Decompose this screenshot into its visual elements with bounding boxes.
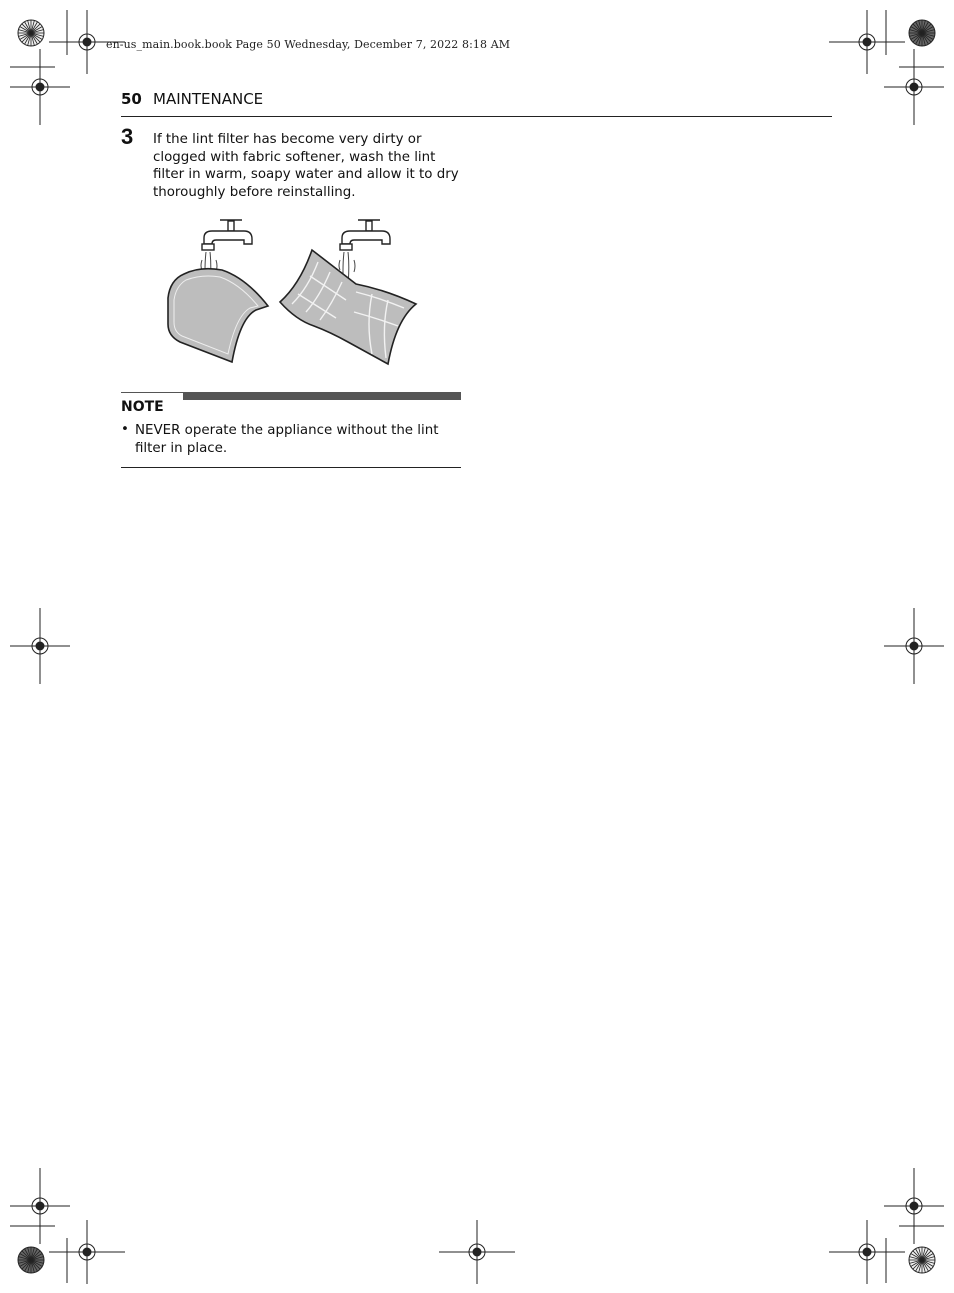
note-bottom-rule <box>121 467 461 468</box>
faucet-icon <box>202 220 252 250</box>
lint-filter-wash-illustration <box>160 214 430 370</box>
lint-filter-icon <box>280 250 416 364</box>
color-wheel-icon <box>18 20 44 46</box>
registration-mark-icon <box>10 49 70 125</box>
note-item: NEVER operate the appliance without the lint filter in place. <box>135 423 439 456</box>
registration-mark-icon <box>439 1220 515 1284</box>
note-top-rule <box>121 392 183 393</box>
page-number: 50 <box>121 90 142 108</box>
color-wheel-icon <box>909 1247 935 1273</box>
section-title: MAINTENANCE <box>153 90 264 108</box>
color-wheel-icon <box>909 20 935 46</box>
note-title: NOTE <box>121 399 164 415</box>
registration-mark-icon <box>49 1220 125 1284</box>
registration-mark-icon <box>829 10 905 74</box>
registration-mark-icon <box>884 1168 944 1244</box>
color-wheel-icon <box>18 1247 44 1273</box>
step-text: If the lint filter has become very dirty or clogged with fabric softener, wash the lint filter in warm, soapy water and allow it to dry thoroughly before reinstalling. <box>153 132 459 200</box>
registration-mark-icon <box>829 1220 905 1284</box>
registration-mark-icon <box>884 608 944 684</box>
lint-filter-icon <box>168 269 268 362</box>
faucet-icon <box>340 220 390 250</box>
header-divider <box>121 116 832 117</box>
registration-mark-icon <box>10 1168 70 1244</box>
print-slug: en-us_main.book.book Page 50 Wednesday, December 7, 2022 8:18 AM <box>106 38 511 51</box>
note-header-bar <box>183 392 461 400</box>
note-bullet: • <box>121 422 129 437</box>
step-number: 3 <box>121 124 134 149</box>
registration-mark-icon <box>10 608 70 684</box>
registration-mark-icon <box>884 49 944 125</box>
